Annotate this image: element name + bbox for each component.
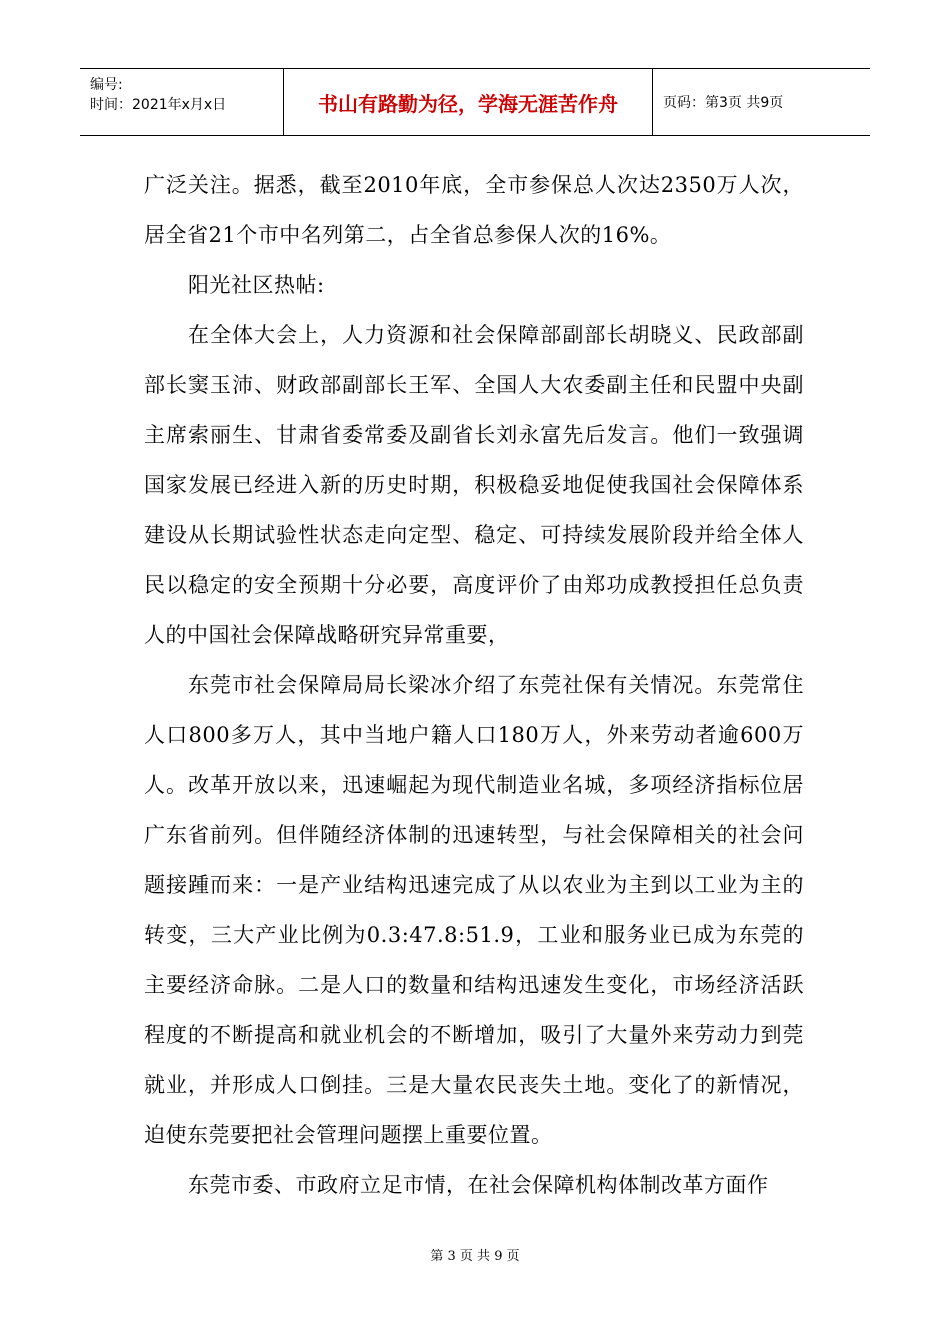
paragraph: 在全体大会上，人力资源和社会保障部副部长胡晓义、民政部副部长窦玉沛、财政部副部长王军、全国人大农委副主任和民盟中央副主席索丽生、甘肃省委常委及副省长刘永富先后发言。他们一致强调国家发展已经进入新的历史时期，积极稳妥地促使我国社会保障体系建设从长期试验性状态走向定型、稳定、可持续发展阶段并给全体人民以稳定的安全预期十分必要，高度评价了由郑功成教授担任总负责人的中国社会保障战略研究异常重要， [144,323,804,647]
section-heading: 阳光社区热帖: [188,273,325,297]
paragraph-continuation: 广泛关注。据悉，截至2010年底，全市参保总人次达2350万人次，居全省21个市中名列第二，占全省总参保人次的16%。 [144,173,804,247]
page-footer: 第 3 页 共 9 页 [430,1249,520,1264]
date-label: 时间：2021年x月x日 [90,97,227,113]
page-header [80,68,870,136]
header-motto: 书山有路勤为径，学海无涯苦作舟 [283,69,653,135]
number-label: 编号: [90,77,123,93]
header-page-info: 页码：第3页 共9页 [663,95,784,111]
paragraph: 东莞市社会保障局局长梁冰介绍了东莞社保有关情况。东莞常住人口800多万人，其中当地户籍人口180万人，外来劳动者逾600万人。改革开放以来，迅速崛起为现代制造业名城，多项经济指标位居广东省前列。但伴随经济体制的迅速转型，与社会保障相关的社会问题接踵而来：一是产业结构迅速完成了从以农业为主到以工业为主的转变，三大产业比例为0.3:47.8:51.9，工业和服务业已成为东莞的主要经济命脉。二是人口的数量和结构迅速发生变化，市场经济活跃程度的不断提高和就业机会的不断增加，吸引了大量外来劳动力到莞就业，并形成人口倒挂。三是大量农民丧失土地。变化了的新情况，迫使东莞要把社会管理问题摆上重要位置。 [144,673,804,1147]
paragraph: 东莞市委、市政府立足市情，在社会保障机构体制改革方面作 [188,1173,769,1197]
document-body [144,160,804,1210]
header-meta [80,69,283,135]
